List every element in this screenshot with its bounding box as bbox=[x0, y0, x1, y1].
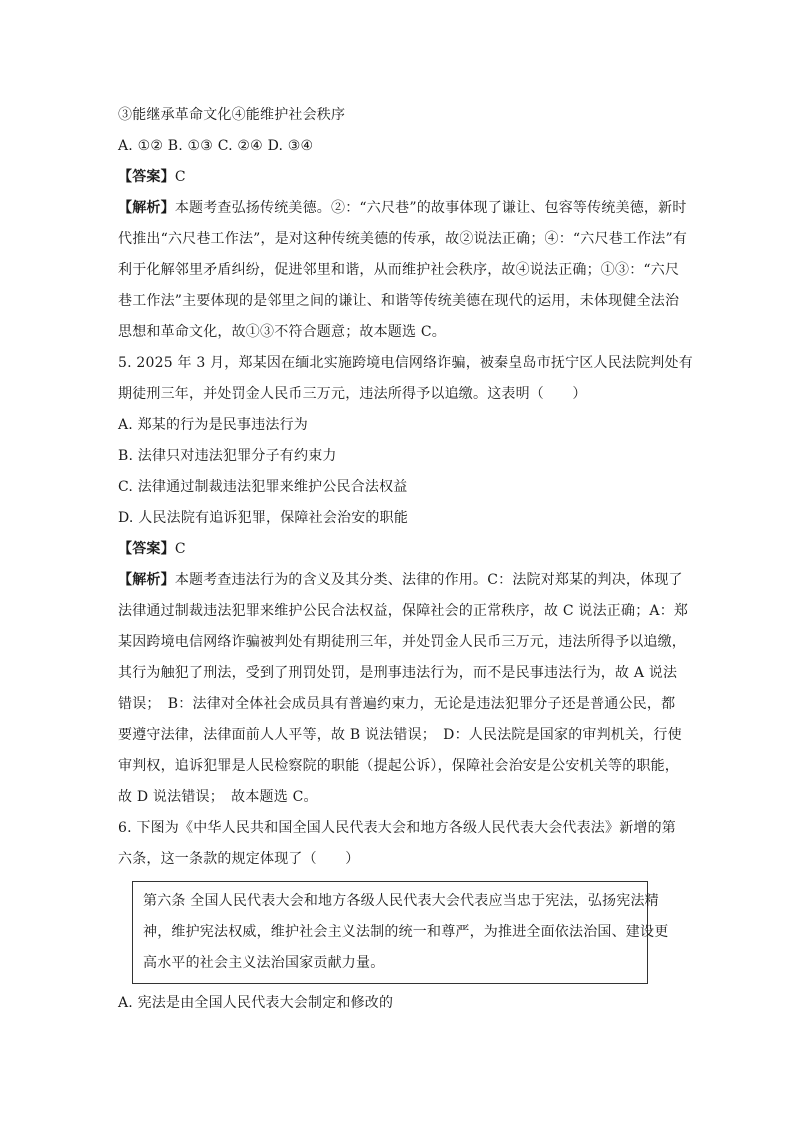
q5-stem-line: 期徒刑三年，并处罚金人民币三万元，违法所得予以追缴。这表明（ ） bbox=[118, 386, 587, 402]
q5-answer bbox=[118, 534, 678, 565]
article-line: 第六条 全国人民代表大会和地方各级人民代表大会代表应当忠于宪法，弘扬宪法精 bbox=[143, 893, 659, 909]
analysis-line: 某因跨境电信网络诈骗被判处有期徒刑三年，并处罚金人民币三万元，违法所得予以追缴， bbox=[118, 634, 686, 650]
q4-answer bbox=[118, 162, 678, 193]
analysis-label: 【解析】 bbox=[118, 572, 175, 588]
analysis-line: 错误； B：法律对全体社会成员具有普遍约束力，无论是违法犯罪分子还是普通公民，都 bbox=[118, 696, 676, 712]
analysis-line: 【解析】本题考查违法行为的含义及其分类、法律的作用。C：法院对郑某的判决，体现了 bbox=[118, 572, 683, 588]
analysis-line: 代推出“六尺巷工作法”，是对这种传统美德的传承，故②说法正确；④：“六尺巷工作法”有 bbox=[118, 231, 688, 247]
q6-article-box bbox=[132, 881, 669, 984]
answer-value: C bbox=[174, 541, 186, 557]
analysis-line: 审判权，追诉犯罪是人民检察院的职能（提起公诉），保障社会治安是公安机关等的职能， bbox=[118, 758, 679, 774]
analysis-line: 思想和革命文化，故①③不符合题意；故本题选 C。 bbox=[118, 324, 446, 340]
answer-value: C bbox=[174, 169, 186, 185]
q5-option-d: D. 人民法院有追诉犯罪，保障社会治安的职能 bbox=[118, 510, 409, 526]
article-line: 高水平的社会主义法治国家贡献力量。 bbox=[143, 955, 385, 971]
q4-choices: A. ①② B. ①③ C. ②④ D. ③④ bbox=[118, 138, 314, 154]
document-page bbox=[118, 100, 693, 1019]
q6-option-a: A. 宪法是由全国人民代表大会制定和修改的 bbox=[118, 995, 394, 1011]
analysis-line: 故 D 说法错误； 故本题选 C。 bbox=[118, 789, 318, 805]
q6-stem-line: 六条，这一条款的规定体现了（ ） bbox=[118, 851, 360, 867]
answer-label: 【答案】 bbox=[118, 169, 175, 185]
q4-option-line: ③能继承革命文化④能维护社会秩序 bbox=[118, 107, 346, 123]
analysis-line: 利于化解邻里矛盾纠纷，促进邻里和谐，从而维护社会秩序，故④说法正确；①③：“六尺 bbox=[118, 262, 680, 278]
q5-analysis bbox=[118, 565, 689, 813]
article-line: 神，维护宪法权威，维护社会主义法制的统一和尊严，为推进全面依法治国、建设更 bbox=[143, 924, 669, 940]
analysis-line: 巷工作法”主要体现的是邻里之间的谦让、和谐等传统美德在现代的运用，未体现健全法治 bbox=[118, 293, 680, 309]
q5-option-a: A. 郑某的行为是民事违法行为 bbox=[118, 417, 309, 433]
analysis-line: 【解析】本题考查弘扬传统美德。②：“六尺巷”的故事体现了谦让、包容等传统美德，新时 bbox=[118, 200, 687, 216]
analysis-line: 其行为触犯了刑法，受到了刑罚处罚，是刑事违法行为，而不是民事违法行为，故 A 说法 bbox=[118, 665, 678, 681]
q6-stem-line: 6. 下图为《中华人民共和国全国人民代表大会和地方各级人民代表大会代表法》新增的第 bbox=[118, 820, 677, 836]
q4-section bbox=[118, 100, 688, 348]
q5-stem-line: 5. 2025 年 3 月，郑某因在缅北实施跨境电信网络诈骗，被秦皇岛市抚宁区人民法院判处有 bbox=[118, 355, 693, 371]
analysis-line: 法律通过制裁违法犯罪来维护公民合法权益，保障社会的正常秩序，故 C 说法正确；A：郑 bbox=[118, 603, 689, 619]
q4-analysis bbox=[118, 193, 688, 348]
analysis-line: 要遵守法律，法律面前人人平等，故 B 说法错误； D：人民法院是国家的审判机关，行使 bbox=[118, 727, 682, 743]
q5-option-c: C. 法律通过制裁违法犯罪来维护公民合法权益 bbox=[118, 479, 408, 495]
answer-label: 【答案】 bbox=[118, 541, 175, 557]
analysis-label: 【解析】 bbox=[118, 200, 175, 216]
q5-option-b: B. 法律只对违法犯罪分子有约束力 bbox=[118, 448, 337, 464]
q6-section bbox=[118, 813, 678, 1019]
q5-section bbox=[118, 348, 693, 813]
